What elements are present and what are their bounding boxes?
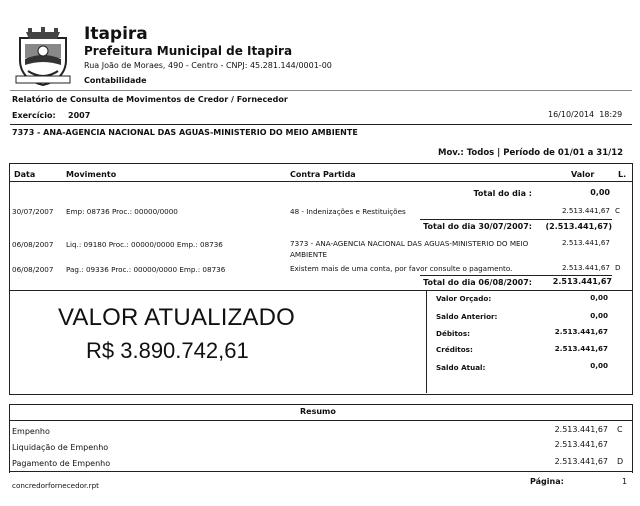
col-header-l: L. xyxy=(618,170,627,179)
resumo-label: Liquidação de Empenho xyxy=(12,443,109,452)
summary-value: 0,00 xyxy=(590,361,608,370)
resumo-label: Empenho xyxy=(12,427,50,436)
row-value: 2.513.441,67 xyxy=(561,206,610,215)
creditor-name: 7373 - ANA-AGENCIA NACIONAL DAS AGUAS-MINISTERIO DO MEIO AMBIENTE xyxy=(12,128,358,137)
report-datetime: 16/10/2014 18:29 xyxy=(548,110,623,119)
row-value: 2.513.441,67 xyxy=(561,238,610,247)
summary-value: 0,00 xyxy=(590,293,608,302)
resumo-value: 2.513.441,67 xyxy=(554,457,608,466)
total-label: Total do dia 30/07/2007: xyxy=(423,222,532,231)
col-header-counterpart: Contra Partida xyxy=(290,170,356,179)
updated-value-amount: R$ 3.890.742,61 xyxy=(86,338,249,363)
row-movement: Pag.: 09336 Proc.: 00000/0000 Emp.: 08736 xyxy=(66,265,226,274)
period-filter: Mov.: Todos | Período de 01/01 a 31/12 xyxy=(438,148,624,158)
table-header-divider xyxy=(10,181,632,182)
col-header-movement: Movimento xyxy=(66,170,117,179)
creditor-top-line xyxy=(10,124,632,125)
summary-label: Saldo Anterior: xyxy=(436,312,498,321)
row-l: C xyxy=(615,206,621,215)
resumo-l: C xyxy=(617,425,623,434)
total-line xyxy=(420,275,612,276)
resumo-title-divider xyxy=(10,420,632,421)
summary-label: Saldo Atual: xyxy=(436,363,486,372)
total-label: Total do dia 06/08/2007: xyxy=(423,278,532,287)
total-dia-value: 0,00 xyxy=(590,188,610,197)
summary-value: 2.513.441,67 xyxy=(554,344,608,353)
summary-label: Débitos: xyxy=(436,329,470,338)
footer-divider xyxy=(10,471,632,472)
exercise-value: 2007 xyxy=(68,111,91,120)
resumo-value: 2.513.441,67 xyxy=(554,425,608,434)
updated-value-heading: VALOR ATUALIZADO xyxy=(58,304,296,331)
row-counterpart: 48 - Indenizações e Restituições xyxy=(290,207,406,216)
total-value: 2.513.441,67 xyxy=(552,277,612,286)
total-value: (2.513.441,67) xyxy=(545,222,612,231)
summary-value: 2.513.441,67 xyxy=(554,327,608,336)
resumo-title: Resumo xyxy=(300,407,336,416)
summary-label: Valor Orçado: xyxy=(436,294,492,303)
summary-divider xyxy=(10,290,632,291)
row-value: 2.513.441,67 xyxy=(561,263,610,272)
report-filename: concredorfornecedor.rpt xyxy=(12,481,99,490)
total-line xyxy=(420,219,612,220)
total-dia-label: Total do dia : xyxy=(473,189,532,198)
row-counterpart: Existem mais de uma conta, por favor consulte o pagamento. xyxy=(290,264,513,273)
row-date: 06/08/2007 xyxy=(12,265,54,274)
row-date: 06/08/2007 xyxy=(12,240,54,249)
col-header-value: Valor xyxy=(571,170,595,179)
row-counterpart: 7373 - ANA-AGENCIA NACIONAL DAS AGUAS-MINISTERIO DO MEIO AMBIENTE xyxy=(290,239,529,259)
row-date: 30/07/2007 xyxy=(12,207,54,216)
page-number: 1 xyxy=(622,477,628,486)
coat-of-arms-logo xyxy=(14,26,72,86)
department: Contabilidade xyxy=(84,76,147,85)
header-divider xyxy=(10,90,632,91)
summary-vertical-divider xyxy=(426,290,427,393)
resumo-label: Pagamento de Empenho xyxy=(12,459,111,468)
org-name: Prefeitura Municipal de Itapira xyxy=(84,44,293,58)
row-movement: Emp: 08736 Proc.: 00000/0000 xyxy=(66,207,178,216)
exercise-label: Exercício: xyxy=(12,111,56,120)
org-address: Rua João de Moraes, 490 - Centro - CNPJ: 45.281.144/0001-00 xyxy=(84,61,332,70)
page-label: Página: xyxy=(530,477,564,486)
summary-label: Créditos: xyxy=(436,345,473,354)
col-header-date: Data xyxy=(14,170,36,179)
city-name: Itapira xyxy=(84,24,148,44)
summary-value: 0,00 xyxy=(590,311,608,320)
resumo-value: 2.513.441,67 xyxy=(554,440,608,449)
report-title: Relatório de Consulta de Movimentos de Credor / Fornecedor xyxy=(12,95,288,104)
row-l: D xyxy=(615,263,621,272)
resumo-l: D xyxy=(617,457,624,466)
row-movement: Liq.: 09180 Proc.: 00000/0000 Emp.: 08736 xyxy=(66,240,223,249)
